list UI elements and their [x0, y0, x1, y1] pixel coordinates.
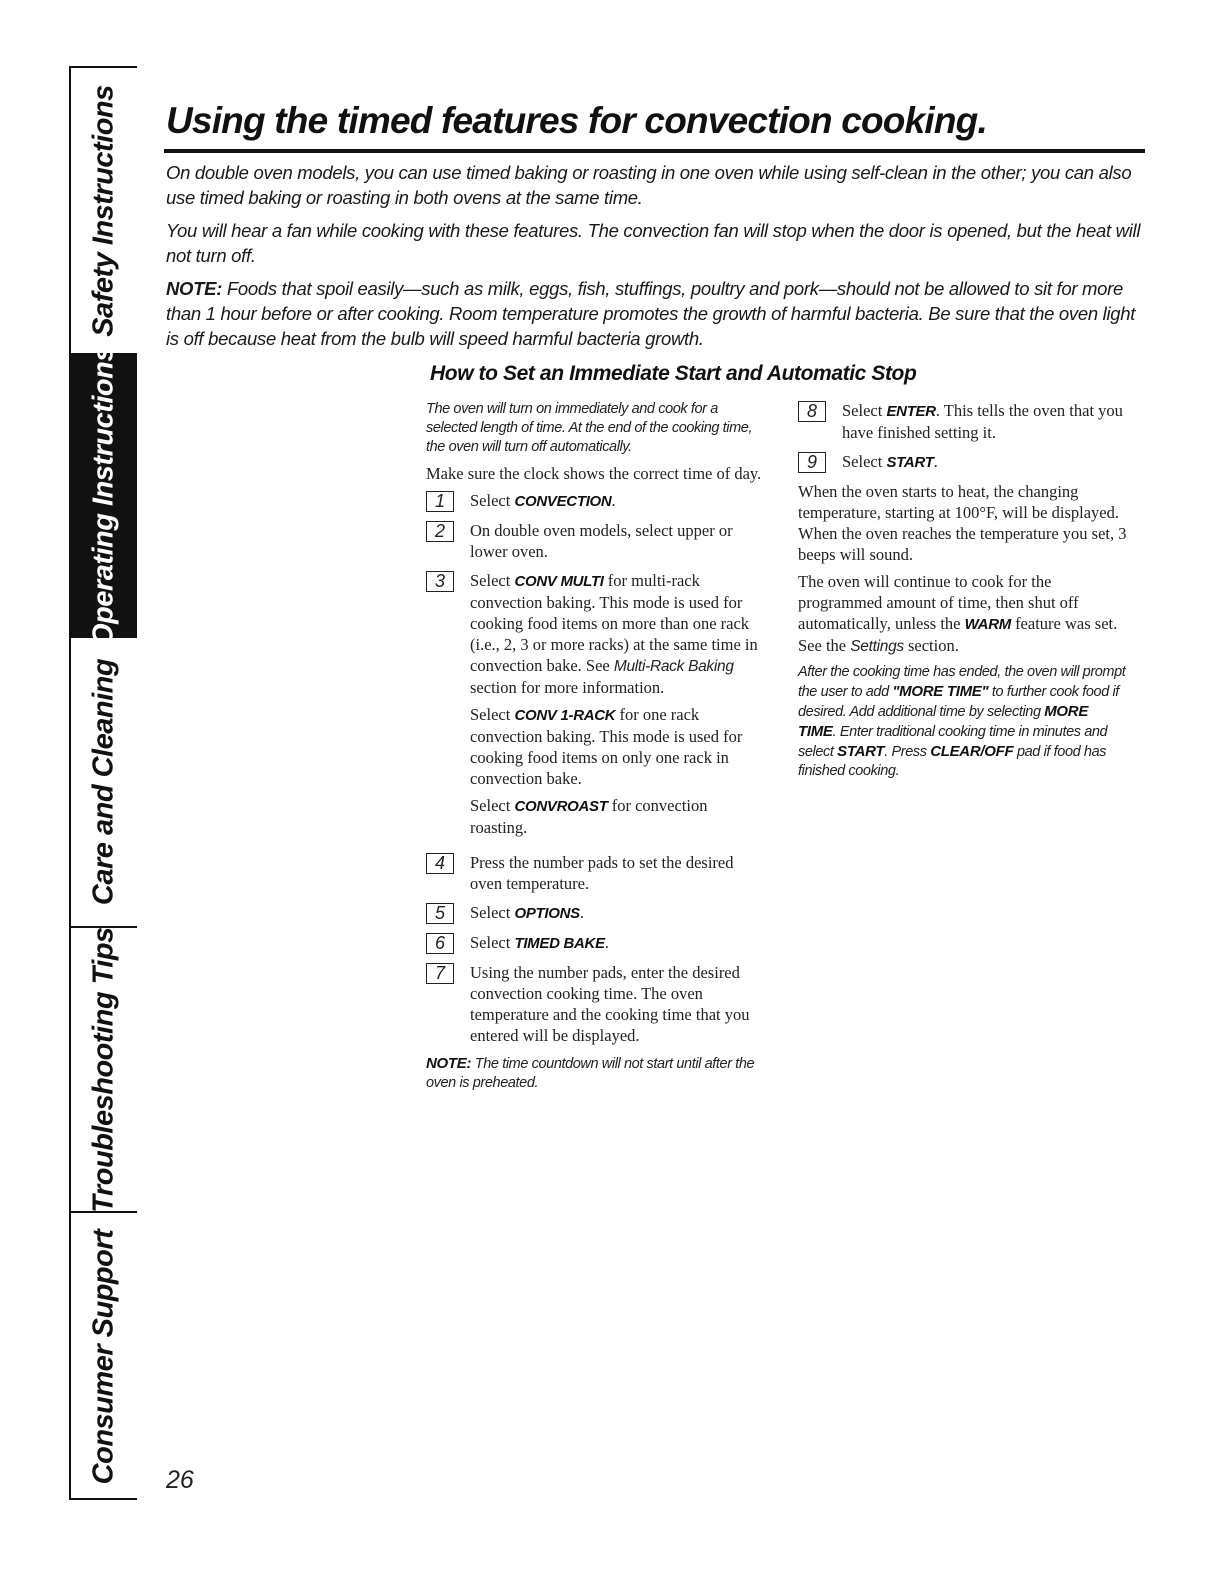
step-9 [798, 451, 1128, 473]
instructions-right-column [798, 400, 1128, 787]
step-5 [426, 902, 766, 924]
keyword-options: OPTIONS [514, 905, 580, 922]
step-8 [798, 400, 1128, 443]
step-text: On double oven models, select upper or lower oven. [470, 521, 733, 561]
intro-paragraph: On double oven models, you can use timed baking or roasting in one oven while using self-clean in the other; you can also use timed baking or roasting in both ovens at the same time. [166, 162, 1132, 208]
multi-rack-baking-reference: Multi-Rack Baking [613, 658, 734, 675]
keyword-conv-multi: CONV MULTI [514, 573, 604, 590]
step-text: Select [470, 491, 515, 510]
step-text: Select [842, 452, 887, 471]
step-text: for multi-rack convection baking. This mode is used for cooking food items on more than one rack (i.e., 2, 3 or more racks) at the same time in convection bake. See [470, 571, 758, 675]
step-text: section for more information. [470, 678, 665, 697]
tab-label: Care and Cleaning [87, 658, 120, 906]
heating-description: When the oven starts to heat, the changing temperature, starting at 100°F, will be displayed. When the oven reaches the temperature you set, 3 beeps will sound. [798, 482, 1127, 564]
step-text: . [579, 903, 584, 922]
keyword-warm: WARM [964, 616, 1011, 633]
step-number-box: 5 [426, 903, 454, 924]
body-text: pad if food has finished cooking. [798, 744, 1107, 779]
step-text: Select [470, 571, 515, 590]
step-text: Select [470, 933, 515, 952]
section-tab-bar [69, 66, 137, 1500]
clock-note: Make sure the clock shows the correct time of day. [426, 464, 762, 483]
tab-operating-instructions[interactable] [71, 345, 137, 646]
step-number-box: 9 [798, 452, 826, 473]
section-heading: How to Set an Immediate Start and Automatic Stop [430, 362, 917, 385]
step-text: Select [470, 705, 515, 724]
step-1 [426, 490, 766, 512]
body-text: . Enter traditional cooking time in minutes and select [798, 724, 1108, 760]
note-label: NOTE: [426, 1055, 472, 1072]
step-6 [426, 932, 766, 954]
step-3-multi-rack [470, 570, 766, 698]
intro-paragraph: You will hear a fan while cooking with these features. The convection fan will stop when the door is opened, but the heat will not turn off. [166, 220, 1141, 266]
note-text: Foods that spoil easily—such as milk, eggs, fish, stuffings, poultry and pork—should not be allowed to sit for more than 1 hour before or after cooking. Room temperature promotes the growth of harmful bacteria. Be sure that the oven light is off because heat from the bulb will speed harmful bacteria growth. [166, 278, 1136, 349]
keyword-start: START [837, 743, 885, 760]
tab-care-and-cleaning[interactable] [71, 638, 137, 928]
page-number: 26 [166, 1466, 194, 1494]
more-time-note [798, 663, 1128, 781]
step-text: Press the number pads to set the desired oven temperature. [470, 853, 734, 893]
step-number-box: 3 [426, 571, 454, 592]
keyword-enter: ENTER [886, 403, 936, 420]
tab-safety-instructions[interactable] [71, 68, 137, 355]
intro-note [166, 276, 1141, 351]
tab-troubleshooting-tips[interactable] [71, 928, 137, 1213]
step-text: Select [470, 796, 515, 815]
step-text: for one rack convection baking. This mode is used for cooking food items on only one rack in convection bake. [470, 705, 743, 788]
tab-label: Safety Instructions [87, 84, 120, 337]
body-text: After the cooking time has ended, the oven will prompt the user to add [798, 664, 1126, 700]
step-text: . [604, 933, 609, 952]
tab-label: Troubleshooting Tips [87, 926, 120, 1213]
lead-text: The oven will turn on immediately and cook for a selected length of time. At the end of the cooking time, the oven will turn off automatically. [426, 401, 753, 455]
settings-reference: Settings [850, 638, 904, 655]
countdown-note [426, 1054, 766, 1093]
step-number-box: 6 [426, 933, 454, 954]
body-text: . Press [884, 744, 931, 760]
tab-label: Operating Instructions [87, 345, 120, 646]
step-text: for convection roasting. [470, 796, 708, 837]
step-3 [426, 570, 766, 844]
step-7 [426, 962, 766, 1046]
keyword-more-time: MORE TIME [798, 703, 1089, 740]
body-text: The oven will continue to cook for the programmed amount of time, then shut off automatically, unless the [798, 572, 1079, 633]
intro-block [166, 160, 1141, 359]
body-text: to further cook food if desired. Add additional time by selecting [798, 684, 1119, 720]
note-text: The time countdown will not start until after the oven is preheated. [426, 1056, 755, 1091]
page-title: Using the timed features for convection cooking. [166, 100, 987, 141]
step-text: . This tells the oven that you have finished setting it. [842, 401, 1123, 442]
body-text: section. [903, 636, 959, 655]
step-text: Using the number pads, enter the desired convection cooking time. The oven temperature and the cooking time that you entered will be displayed. [470, 963, 750, 1045]
title-rule [164, 149, 1145, 153]
step-number-box: 8 [798, 401, 826, 422]
step-text: . [933, 452, 938, 471]
keyword-convroast: CONVROAST [514, 798, 608, 815]
step-3-one-rack [470, 704, 766, 789]
step-number-box: 4 [426, 853, 454, 874]
keyword-more-time-quoted: "MORE TIME" [892, 683, 989, 700]
step-4 [426, 852, 766, 894]
step-text: . [611, 491, 616, 510]
tab-label: Consumer Support [87, 1229, 120, 1484]
step-text: Select [842, 401, 887, 420]
step-2 [426, 520, 766, 562]
keyword-start: START [886, 454, 934, 471]
note-label: NOTE: [166, 278, 223, 299]
keyword-clear-off: CLEAR/OFF [930, 743, 1014, 760]
keyword-conv-1-rack: CONV 1-RACK [514, 707, 616, 724]
tab-consumer-support[interactable] [71, 1213, 137, 1500]
step-number-box: 1 [426, 491, 454, 512]
keyword-convection: CONVECTION [514, 493, 612, 510]
step-text: Select [470, 903, 515, 922]
keyword-timed-bake: TIMED BAKE [514, 935, 605, 952]
body-text: feature was set. See the [798, 614, 1118, 655]
step-3-roast [470, 795, 766, 838]
step-number-box: 7 [426, 963, 454, 984]
continue-description [798, 571, 1128, 657]
step-number-box: 2 [426, 521, 454, 542]
instructions-left-column [426, 400, 766, 1099]
